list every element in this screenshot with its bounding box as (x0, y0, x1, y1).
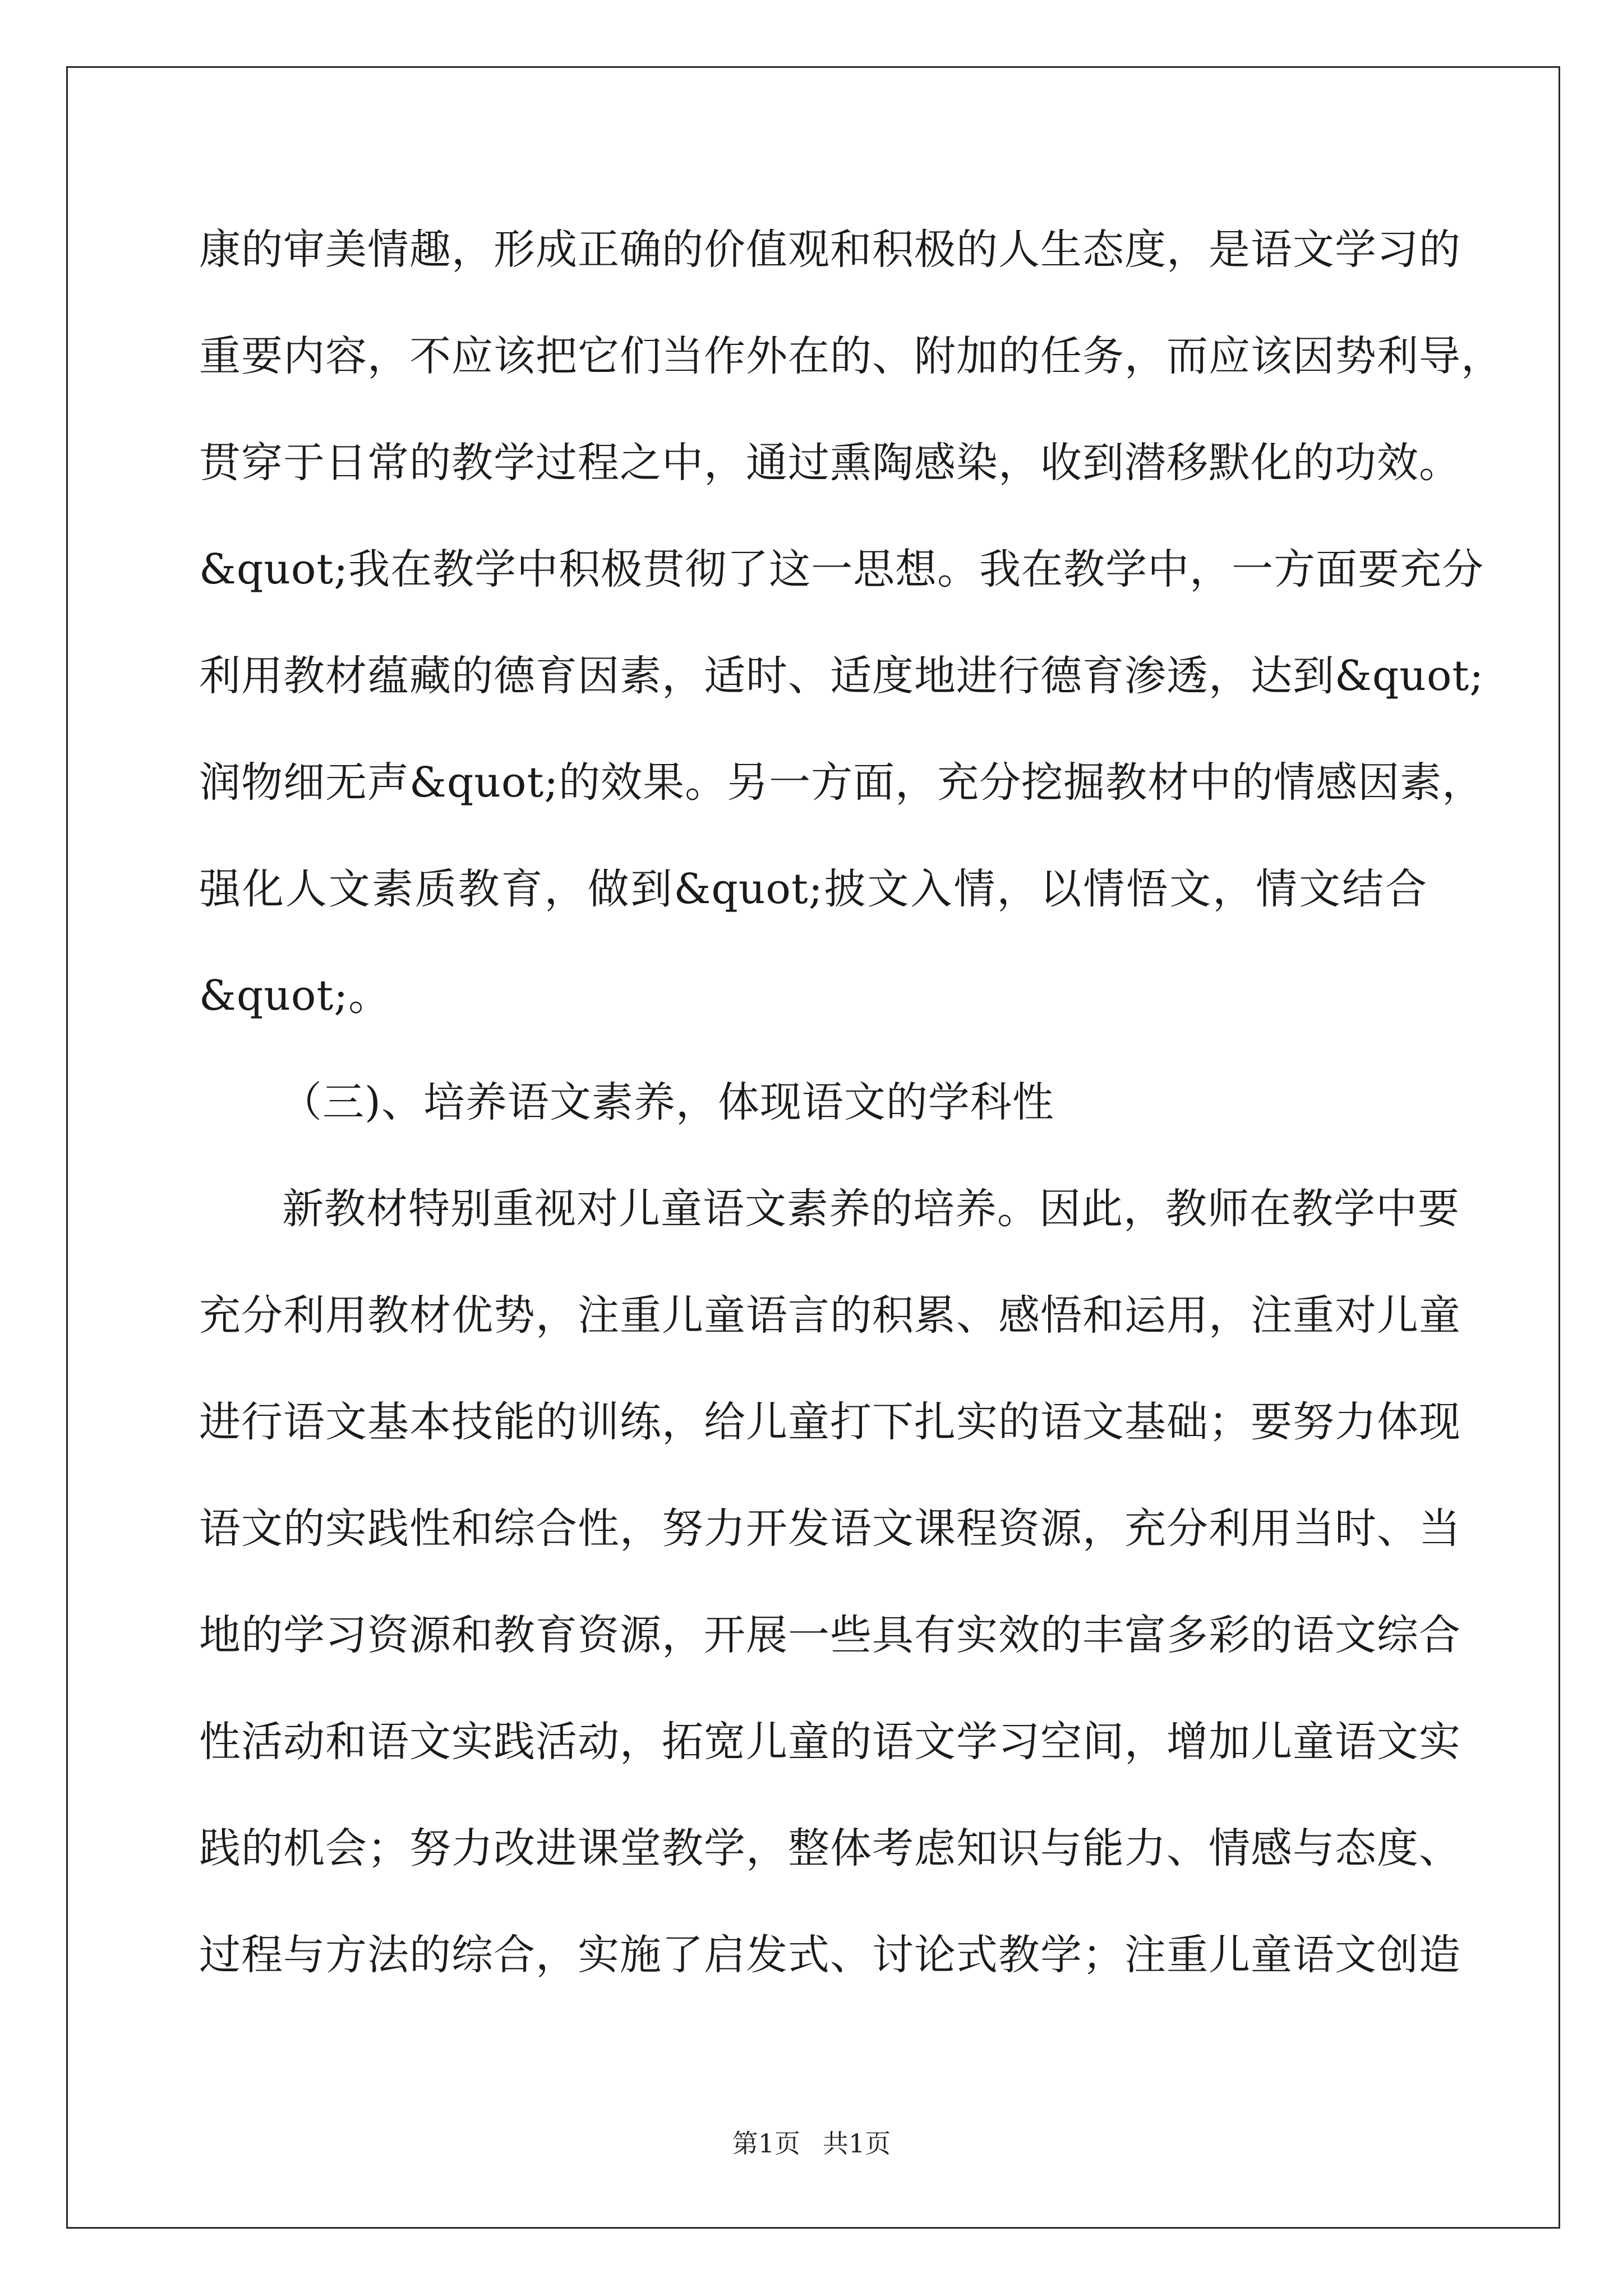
text-line: 润物细无声&quot;的效果。另一方面，充分挖掘教材中的情感因素， (199, 758, 1484, 807)
text-line: 新教材特别重视对儿童语文素养的培养。因此，教师在教学中要 (282, 1185, 1460, 1233)
section-heading: （三)、培养语文素养，体现语文的学科性 (280, 1078, 1054, 1126)
text-line: 践的机会；努力改进课堂教学，整体考虑知识与能力、情感与态度、 (199, 1824, 1461, 1872)
page-footer (0, 2123, 1623, 2160)
text-line: &quot;我在教学中积极贯彻了这一思想。我在教学中，一方面要充分 (199, 545, 1484, 593)
text-line: 充分利用教材优势，注重儿童语言的积累、感悟和运用，注重对儿童 (199, 1291, 1461, 1340)
text-line: 过程与方法的综合，实施了启发式、讨论式教学；注重儿童语文创造 (199, 1931, 1461, 1979)
text-line: 语文的实践性和综合性，努力开发语文课程资源，充分利用当时、当 (199, 1504, 1461, 1553)
text-line: 康的审美情趣，形成正确的价值观和积极的人生态度，是语文学习的 (199, 226, 1461, 274)
text-line: 利用教材蕴藏的德育因素，适时、适度地进行德育渗透，达到&quot; (199, 652, 1484, 700)
text-line: 性活动和语文实践活动，拓宽儿童的语文学习空间，增加儿童语文实 (199, 1718, 1461, 1766)
document-body (199, 202, 1503, 2014)
text-line: 地的学习资源和教育资源，开展一些具有实效的丰富多彩的语文综合 (199, 1611, 1461, 1659)
text-line: 进行语文基本技能的训练，给儿童打下扎实的语文基础；要努力体现 (199, 1398, 1461, 1446)
text-line: 强化人文素质教育，做到&quot;披文入情，以情悟文，情文结合 (199, 865, 1427, 913)
page-total: 共1页 (823, 2128, 891, 2159)
page-number: 第1页 (732, 2128, 800, 2159)
text-line: 贯穿于日常的教学过程之中，通过熏陶感染，收到潜移默化的功效。 (199, 439, 1461, 487)
text-line: &quot;。 (199, 972, 391, 1020)
text-line: 重要内容，不应该把它们当作外在的、附加的任务，而应该因势利导， (199, 332, 1503, 380)
